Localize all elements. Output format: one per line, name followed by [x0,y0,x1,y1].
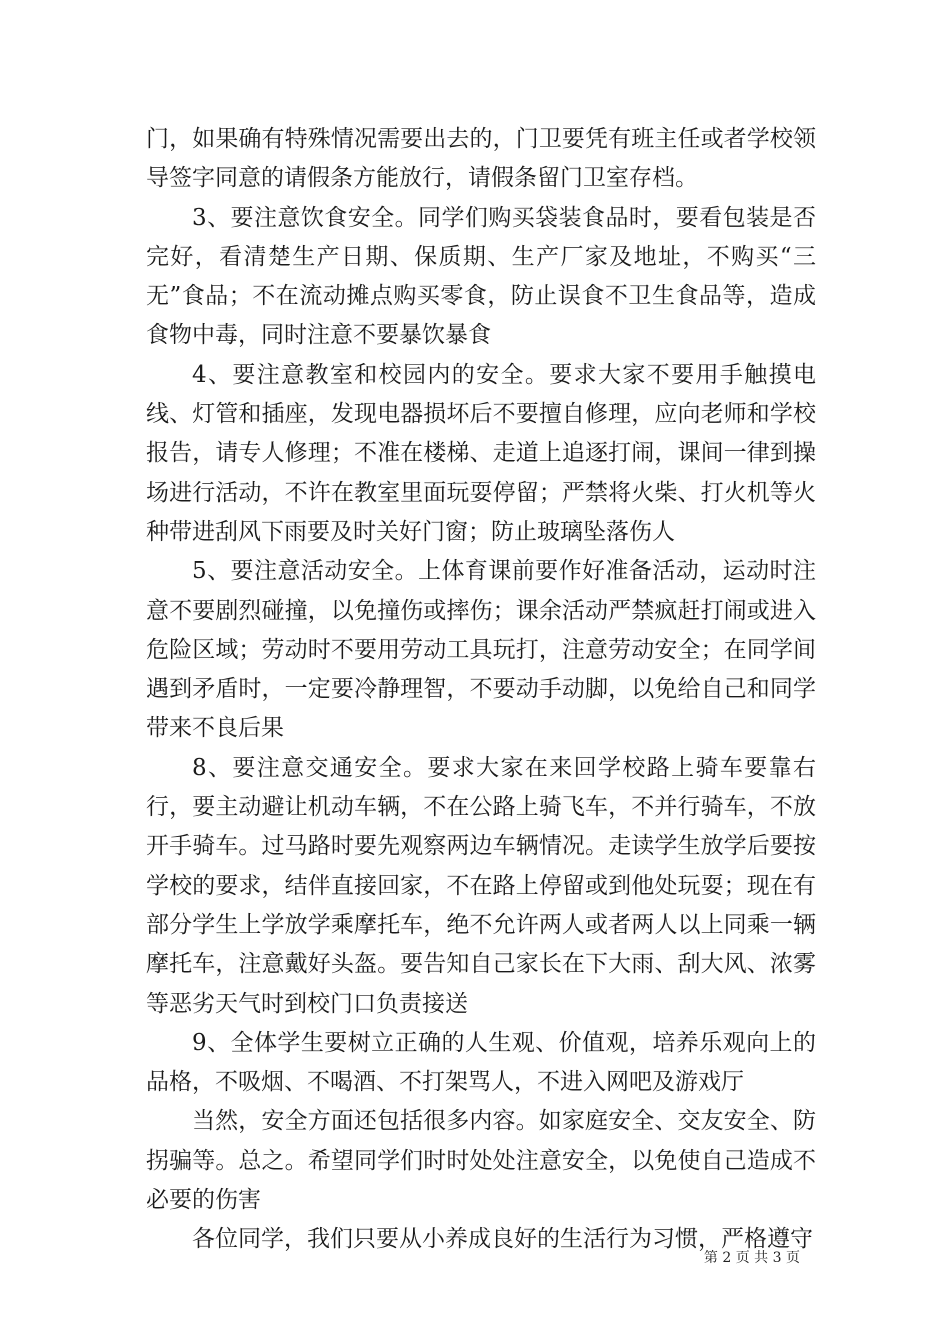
paragraph-closing: 各位同学，我们只要从小养成良好的生活行为习惯，严格遵守 [192,1226,813,1253]
body-text [146,120,816,1260]
paragraph-summary: 当然，安全方面还包括很多内容。如家庭安全、交友安全、防拐骗等。总之。希望同学们时时处处注意安全，以免使自己造成不必要的伤害 [146,1108,816,1214]
paragraph-food-safety: 3、要注意饮食安全。同学们购买袋装食品时，要看包装是否完好，看清楚生产日期、保质期、生产厂家及地址，不购买“三无”食品；不在流动摊点购买零食，防止误食不卫生食品等，造成食物中毒，同时注意不要暴饮暴食 [146,204,816,349]
paragraph-continuation: 门，如果确有特殊情况需要出去的，门卫要凭有班主任或者学校领导签字同意的请假条方能放行，请假条留门卫室存档。 [146,126,816,192]
paragraph-traffic-safety: 8、要注意交通安全。要求大家在来回学校路上骑车要靠右行，要主动避让机动车辆，不在公路上骑飞车，不并行骑车，不放开手骑车。过马路时要先观察两边车辆情况。走读学生放学后要按学校的要求，结伴直接回家，不在路上停留或到他处玩耍；现在有部分学生上学放学乘摩托车，绝不允许两人或者两人以上同乘一辆摩托车，注意戴好头盔。要告知自己家长在下大雨、刮大风、浓雾等恶劣天气时到校门口负责接送 [146,754,816,1017]
paragraph-activity-safety: 5、要注意活动安全。上体育课前要作好准备活动，运动时注意不要剧烈碰撞，以免撞伤或摔伤；课余活动严禁疯赶打闹或进入危险区域；劳动时不要用劳动工具玩打，注意劳动安全；在同学间遇到矛盾时，一定要冷静理智，不要动手动脚，以免给自己和同学带来不良后果 [146,558,816,742]
paragraph-values: 9、全体学生要树立正确的人生观、价值观，培养乐观向上的品格，不吸烟、不喝酒、不打架骂人，不进入网吧及游戏厅 [146,1029,816,1096]
paragraph-classroom-safety: 4、要注意教室和校园内的安全。要求大家不要用手触摸电线、灯管和插座，发现电器损坏后不要擅自修理，应向老师和学校报告，请专人修理；不准在楼梯、走道上追逐打闹，课间一律到操场进行活动，不许在教室里面玩耍停留；严禁将火柴、打火机等火种带进刮风下雨要及时关好门窗；防止玻璃坠落伤人 [146,361,816,545]
page-number-footer: 第 2 页 共 3 页 [703,1250,800,1266]
